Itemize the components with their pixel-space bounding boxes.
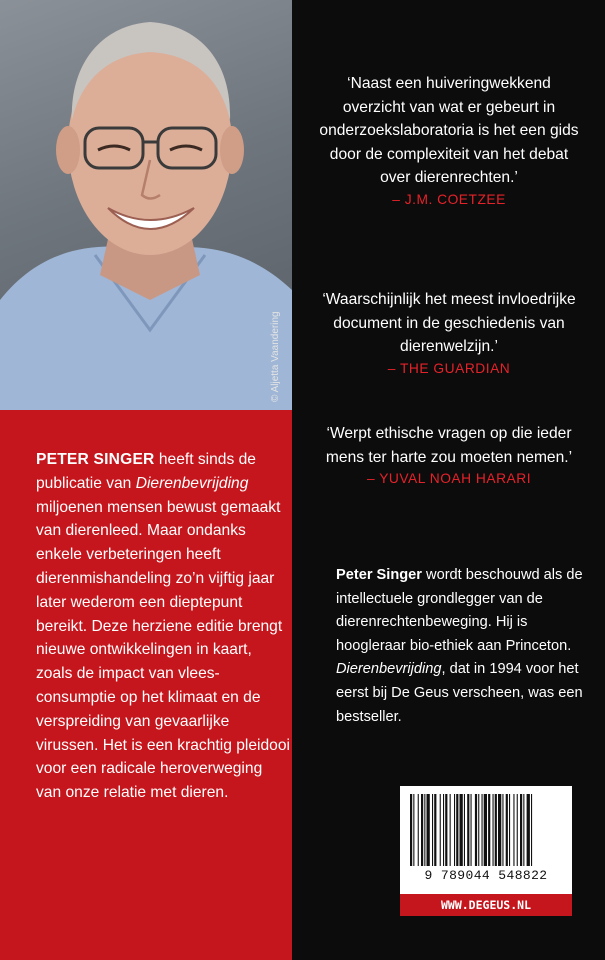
- bio-text-1: wordt beschouwd als de intellectuele grondlegger van de dierenrechtenbeweging. Hij is hoogleraar bio-ethiek aan Princeton.: [336, 567, 583, 654]
- quote-text: ‘Naast een huiveringwekkend overzicht van wat er gebeurt in onderzoekslaboratoria is het een gids door de complexiteit van het debat over dierenrechten.’: [319, 75, 579, 187]
- book-blurb: [36, 448, 291, 805]
- barcode-bar: [475, 794, 477, 866]
- barcode-bar: [445, 794, 447, 866]
- barcode-bar: [493, 794, 494, 866]
- barcode-bar: [434, 794, 436, 866]
- quote-source: – THE GUARDIAN: [387, 360, 511, 376]
- barcode-bar: [531, 794, 532, 866]
- bio-text-2: , dat in 1994 voor het eerst bij De Geus verscheen, was een bestseller.: [336, 661, 583, 725]
- barcode-bar: [432, 794, 433, 866]
- barcode-bar: [456, 794, 458, 866]
- barcode-bar: [418, 794, 419, 866]
- barcode-bar: [410, 794, 412, 866]
- isbn-number: 9 789044 548822: [424, 868, 548, 883]
- blurb-text-1: heeft sinds de publicatie van: [36, 451, 256, 492]
- publisher-url: WWW.DEGEUS.NL: [400, 894, 572, 916]
- quote-text: ‘Waarschijnlijk het meest invloedrijke document in de geschiedenis van dierenwelzijn.’: [322, 291, 576, 356]
- barcode-bar: [482, 794, 483, 866]
- review-quote-harari: [318, 422, 580, 489]
- author-photo: [0, 0, 292, 410]
- quote-source: – YUVAL NOAH HARARI: [366, 471, 532, 487]
- barcode-bar: [460, 794, 463, 866]
- isbn-barcode: [400, 786, 572, 894]
- barcode-bar: [517, 794, 518, 866]
- barcode-bar: [488, 794, 490, 866]
- barcode-bar: [440, 794, 441, 866]
- barcode-bar: [427, 794, 430, 866]
- review-quote-coetzee: [318, 72, 580, 210]
- author-portrait-illustration: [0, 0, 292, 410]
- barcode-bar: [495, 794, 497, 866]
- barcode-bar: [502, 794, 503, 866]
- author-bio: [336, 564, 588, 729]
- bio-book-title: Dierenbevrijding: [336, 661, 442, 678]
- review-quote-guardian: [318, 288, 580, 379]
- barcode-bar: [443, 794, 444, 866]
- barcode-bar: [523, 794, 524, 866]
- barcode-bar: [478, 794, 479, 866]
- barcode-bar: [527, 794, 530, 866]
- barcode-bar: [509, 794, 510, 866]
- barcode-bar: [498, 794, 501, 866]
- barcode-bar: [471, 794, 472, 866]
- quote-text: ‘Werpt ethische vragen op die ieder mens ter harte zou moeten nemen.’: [325, 425, 573, 466]
- barcode-bar: [424, 794, 425, 866]
- barcode-bar: [464, 794, 465, 866]
- blurb-author-name: PETER SINGER: [36, 451, 155, 468]
- barcode-bar: [484, 794, 487, 866]
- blurb-book-title: Dierenbevrijding: [135, 474, 249, 492]
- bio-author-name: Peter Singer: [336, 567, 422, 583]
- photo-credit: © Aljetta Vaandering: [270, 311, 281, 402]
- barcode-bar: [467, 794, 469, 866]
- barcode-bar: [450, 794, 451, 866]
- barcode-bar: [513, 794, 514, 866]
- barcode-bar: [413, 794, 414, 866]
- quote-source: – J.M. COETZEE: [392, 191, 506, 207]
- barcode-bar: [520, 794, 522, 866]
- barcode-bar: [454, 794, 455, 866]
- barcode-bars: [400, 786, 572, 868]
- barcode-bar: [421, 794, 423, 866]
- barcode-bar: [506, 794, 508, 866]
- blurb-text-2: miljoenen mensen bewust gemaakt van dierenleed. Maar ondanks enkele verbeteringen heeft dierenmishandeling zo’n vijftig jaar later wederom een dieptepunt bereikt. Deze herziene editie brengt nieuwe ontwikkelingen in kaart, zoals de impact van vlees-consumptie op het klimaat en de verspreiding van gevaarlijke virussen. Het is een krachtig pleidooi voor een radicale heroverweging van onze relatie met dieren.: [36, 498, 290, 802]
